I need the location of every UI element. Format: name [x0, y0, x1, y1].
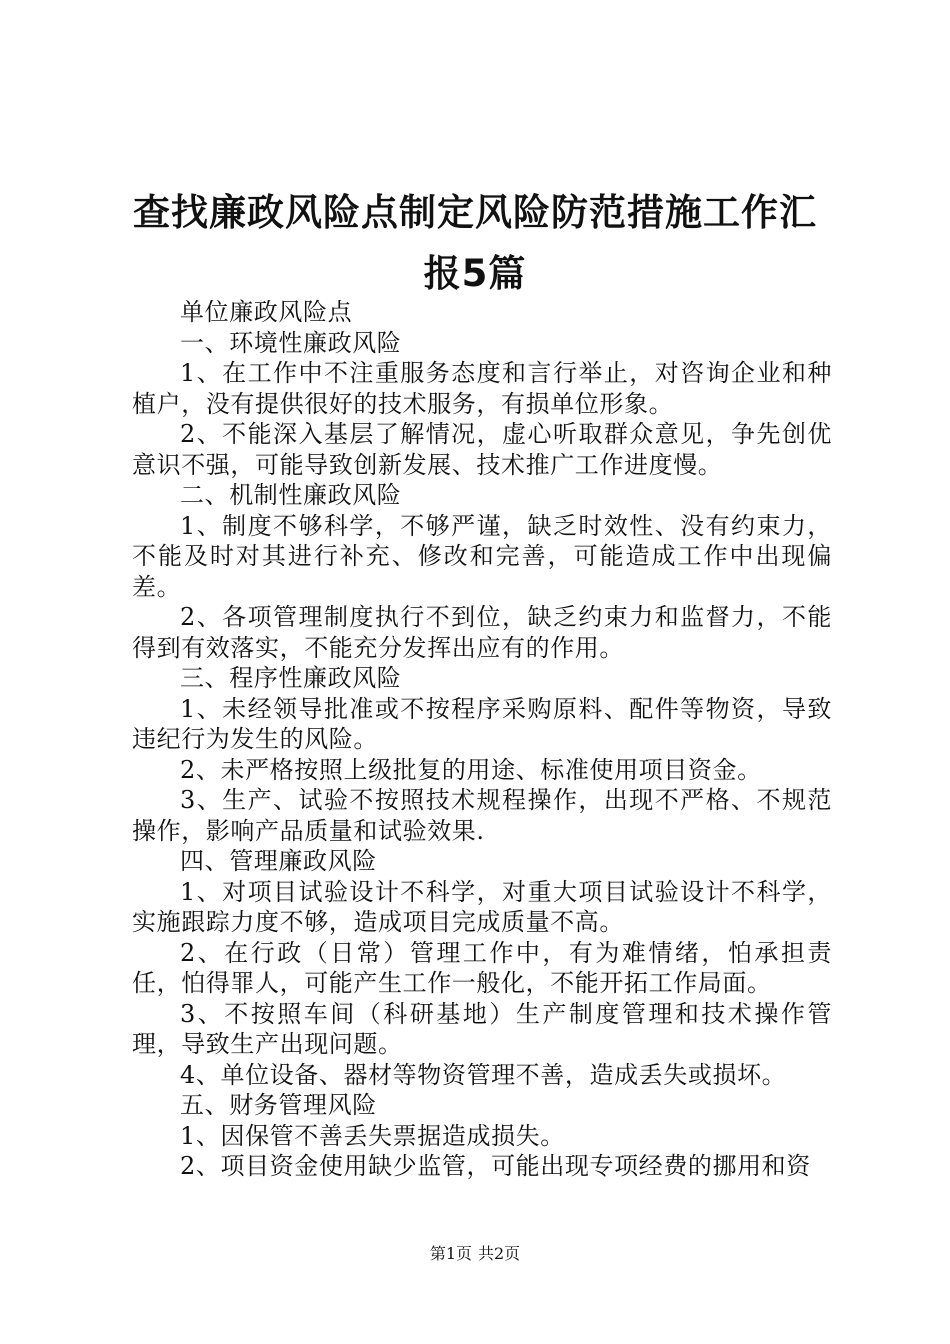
paragraph: 单位廉政风险点: [180, 298, 353, 326]
paragraph: 3、生产、试验不按照技术规程操作，出现不严格、不规范操作，影响产品质量和试验效果.: [132, 786, 832, 845]
page-footer: [0, 1244, 950, 1264]
paragraph: 1、在工作中不注重服务态度和言行举止，对咨询企业和种植户，没有提供很好的技术服务，有损单位形象。: [132, 359, 832, 418]
paragraph: 2、不能深入基层了解情况，虚心听取群众意见，争先创优意识不强，可能导致创新发展、技术推广工作进度慢。: [132, 420, 832, 479]
section-heading: 一、环境性廉政风险: [180, 328, 402, 357]
paragraph: 2、未严格按照上级批复的用途、标准使用项目资金。: [180, 755, 762, 784]
section-heading: 二、机制性廉政风险: [180, 481, 402, 509]
document-title: 查找廉政风险点制定风险防范措施工作汇报5篇: [133, 191, 817, 295]
section-heading: 三、程序性廉政风险: [180, 664, 402, 692]
section-heading: 五、财务管理风险: [180, 1091, 377, 1119]
page-number: 第1页: [429, 1244, 472, 1263]
paragraph: 1、制度不够科学，不够严谨，缺乏时效性、没有约束力，不能及时对其进行补充、修改和完善，可能造成工作中出现偏差。: [132, 511, 832, 601]
paragraph: 4、单位设备、器材等物资管理不善，造成丢失或损坏。: [180, 1060, 787, 1089]
paragraph: 1、对项目试验设计不科学，对重大项目试验设计不科学，实施跟踪力度不够，造成项目完成质量不高。: [132, 877, 832, 936]
paragraph: 3、不按照车间（科研基地）生产制度管理和技术操作管理，导致生产出现问题。: [132, 999, 832, 1058]
page-total: 共2页: [478, 1244, 521, 1263]
document-body: [132, 297, 832, 1182]
paragraph: 2、在行政（日常）管理工作中，有为难情绪，怕承担责任，怕得罪人，可能产生工作一般化，不能开拓工作局面。: [132, 938, 832, 997]
paragraph: 2、项目资金使用缺少监管，可能出现专项经费的挪用和资: [180, 1152, 811, 1180]
paragraph: 2、各项管理制度执行不到位，缺乏约束力和监督力，不能得到有效落实，不能充分发挥出应有的作用。: [132, 603, 832, 662]
paragraph: 1、因保管不善丢失票据造成损失。: [180, 1121, 565, 1150]
section-heading: 四、管理廉政风险: [180, 847, 377, 875]
paragraph: 1、未经领导批准或不按程序采购原料、配件等物资，导致违纪行为发生的风险。: [132, 694, 832, 753]
